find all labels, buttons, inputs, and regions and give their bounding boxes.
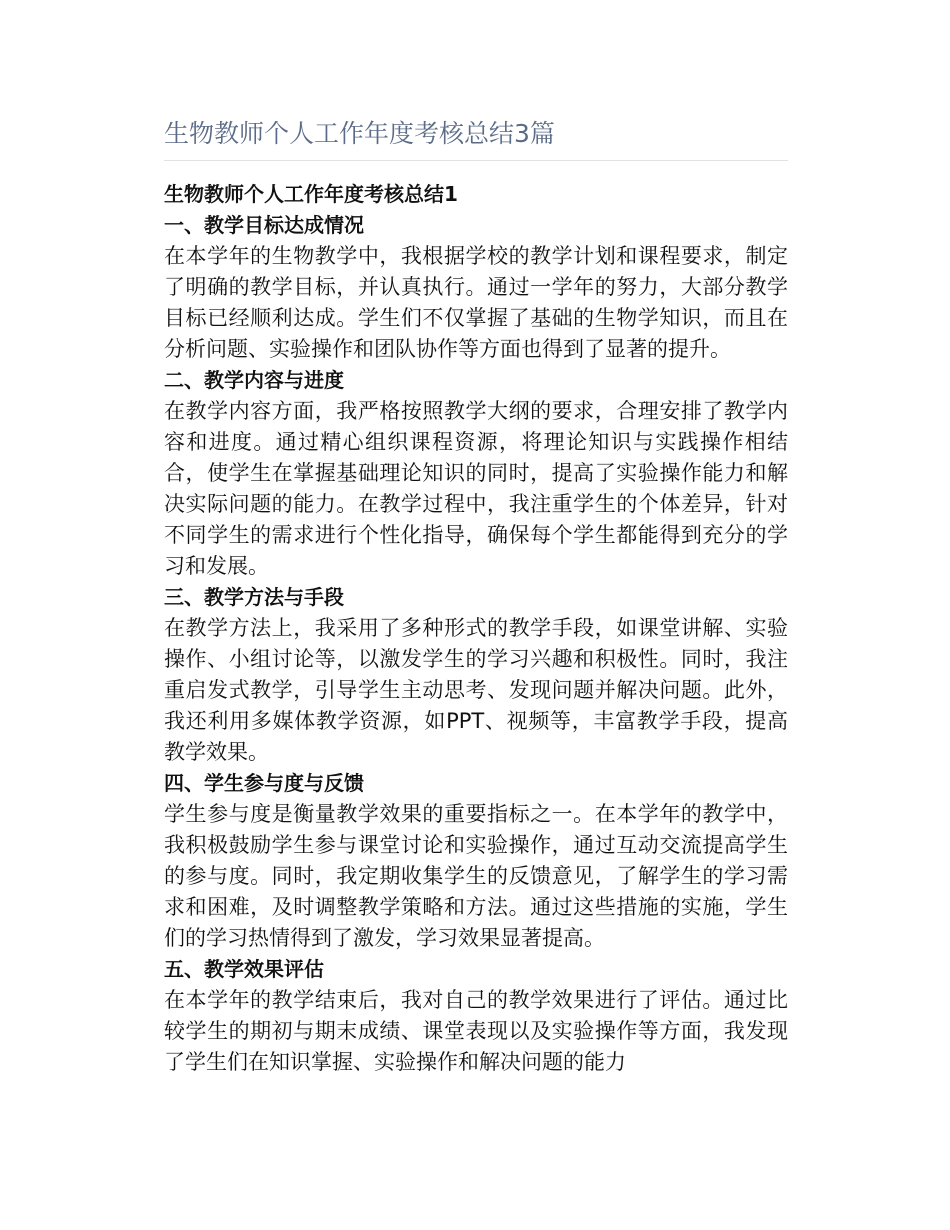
section-heading-2: 二、教学内容与进度 — [164, 368, 344, 392]
document-title: 生物教师个人工作年度考核总结3篇 — [164, 119, 555, 148]
section-heading-5: 五、教学效果评估 — [164, 957, 324, 981]
section-heading-4: 四、学生参与度与反馈 — [164, 771, 364, 795]
section-paragraph-2: 在教学内容方面，我严格按照教学大纲的要求，合理安排了教学内容和进度。通过精心组织课程资源，将理论知识与实践操作相结合，使学生在掌握基础理论知识的同时，提高了实验操作能力和解决实际问题的能力。在教学过程中，我注重学生的个体差异，针对不同学生的需求进行个性化指导，确保每个学生都能得到充分的学习和发展。 — [164, 399, 788, 578]
section-heading-1: 一、教学目标达成情况 — [164, 213, 364, 237]
section-paragraph-3: 在教学方法上，我采用了多种形式的教学手段，如课堂讲解、实验操作、小组讨论等，以激发学生的学习兴趣和积极性。同时，我注重启发式教学，引导学生主动思考、发现问题并解决问题。此外，我还利用多媒体教学资源，如PPT、视频等，丰富教学手段，提高教学效果。 — [164, 616, 788, 764]
document-page — [164, 116, 788, 1078]
section-heading-3: 三、教学方法与手段 — [164, 585, 344, 609]
section-paragraph-1: 在本学年的生物教学中，我根据学校的教学计划和课程要求，制定了明确的教学目标，并认真执行。通过一学年的努力，大部分教学目标已经顺利达成。学生们不仅掌握了基础的生物学知识，而且在分析问题、实验操作和团队协作等方面也得到了显著的提升。 — [164, 244, 788, 361]
section-paragraph-4: 学生参与度是衡量教学效果的重要指标之一。在本学年的教学中，我积极鼓励学生参与课堂讨论和实验操作，通过互动交流提高学生的参与度。同时，我定期收集学生的反馈意见，了解学生的学习需求和困难，及时调整教学策略和方法。通过这些措施的实施，学生们的学习热情得到了激发，学习效果显著提高。 — [164, 802, 788, 950]
section-paragraph-5: 在本学年的教学结束后，我对自己的教学效果进行了评估。通过比较学生的期初与期末成绩、课堂表现以及实验操作等方面，我发现了学生们在知识掌握、实验操作和解决问题的能力 — [164, 988, 788, 1074]
document-subtitle: 生物教师个人工作年度考核总结1 — [164, 182, 458, 206]
title-divider — [164, 160, 788, 161]
